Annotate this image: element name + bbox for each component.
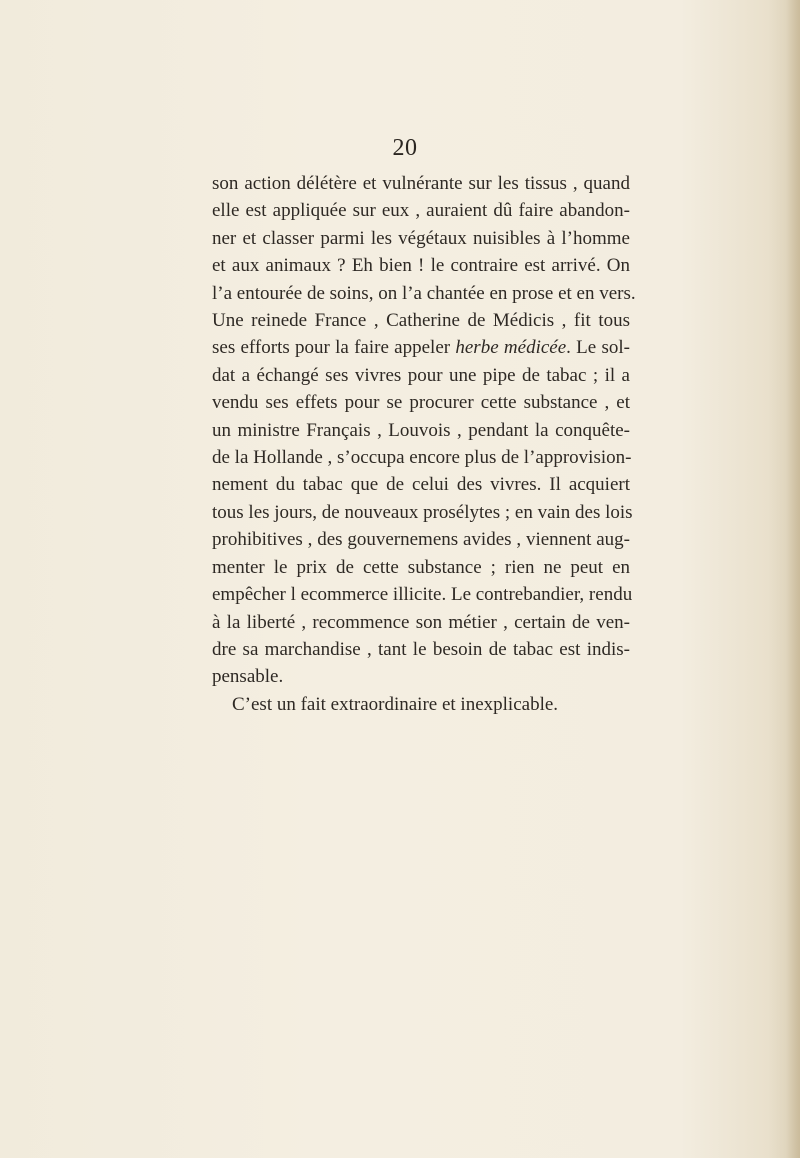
text-line: nement du tabac que de celui des vivres. Il acquiert (212, 474, 630, 496)
text-line: à la liberté , recommence son métier , certain de ven- (212, 611, 630, 633)
body-text (212, 170, 636, 718)
page-number: 20 (392, 135, 418, 161)
text-line: empêcher l ecommerce illicite. Le contrebandier, rendu (212, 584, 633, 606)
text-line: de la Hollande , s’occupa encore plus de l’approvision- (212, 447, 632, 469)
text-segment: . Le sol- (566, 337, 630, 359)
text-line: pensable. (212, 666, 284, 688)
text-line: menter le prix de cette substance ; rien ne peut en (212, 556, 630, 578)
text-line: son action délétère et vulnérante sur les tissus , quand (212, 173, 630, 194)
italic-phrase: herbe médicée (455, 337, 567, 359)
text-line: dre sa marchandise , tant le besoin de tabac est indis- (212, 638, 630, 660)
text-line: prohibitives , des gouvernemens avides , viennent aug- (212, 529, 630, 551)
text-line: un ministre Français , Louvois , pendant la conquête- (212, 419, 630, 441)
text-segment: ses efforts pour la faire appeler (212, 337, 456, 359)
text-line: Une reinede France , Catherine de Médicis , fit tous (212, 310, 630, 332)
text-line: tous les jours, de nouveaux prosélytes ; en vain des lois (212, 501, 633, 523)
text-line: C’est un fait extraordinaire et inexplicable. (232, 693, 559, 715)
text-line: et aux animaux ? Eh bien ! le contraire est arrivé. On (212, 255, 630, 277)
text-line: elle est appliquée sur eux , auraient dû faire abandon- (212, 200, 630, 222)
text-line: vendu ses effets pour se procurer cette substance , et (212, 392, 630, 414)
text-line: dat a échangé ses vivres pour une pipe de tabac ; il a (212, 364, 630, 386)
text-line: ner et classer parmi les végétaux nuisibles à l’homme (212, 227, 630, 249)
text-line-with-italic (212, 334, 630, 361)
page-edge-shadow (786, 0, 800, 1158)
text-line: l’a entourée de soins, on l’a chantée en prose et en vers. (212, 282, 636, 304)
